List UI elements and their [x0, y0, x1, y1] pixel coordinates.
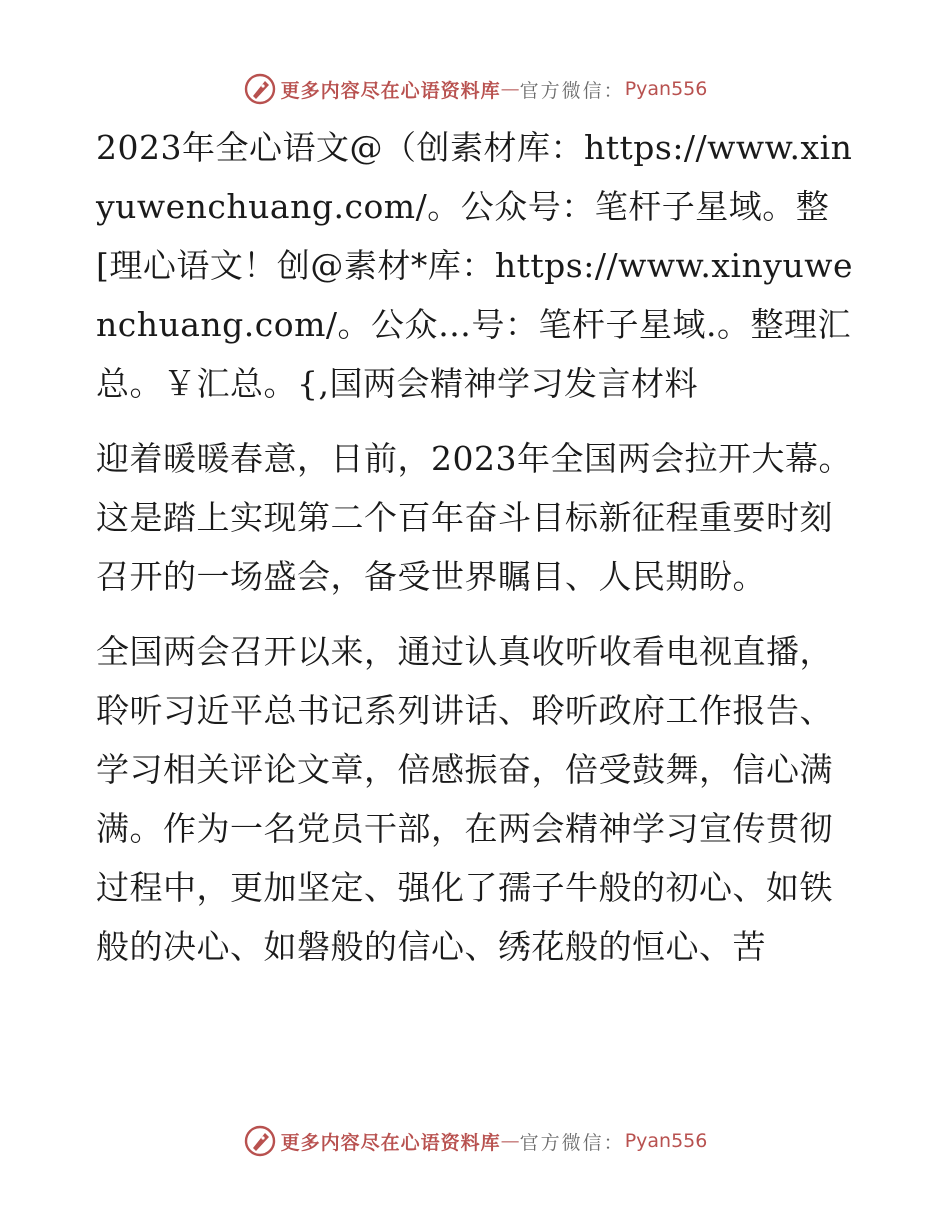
header-banner — [0, 72, 950, 106]
paragraph-1: 2023年全心语文@（创素材库：https://www.xinyuwenchuang.com/。公众号：笔杆子星域。整[理心语文！创@素材*库：https://www.xinyuwenchuang.com/。公众…号：笔杆子星域.。整理汇总。￥汇总。{,国两会精神学习发言材料 — [96, 128, 853, 403]
banner-account: Pyan556 — [624, 1130, 708, 1152]
banner-separator: — — [500, 78, 520, 100]
banner-wechat-label: 官方微信： — [519, 1131, 625, 1154]
paragraph-3: 全国两会召开以来，通过认真收听收看电视直播，聆听习近平总书记系列讲话、聆听政府工作报告、学习相关评论文章，倍感振奋，倍受鼓舞，信心满满。作为一名党员干部，在两会精神学习宣传贯彻过程中，更加坚定、强化了孺子牛般的初心、如铁般的决心、如磐般的信心、绣花般的恒心、苦 — [96, 632, 833, 966]
document-body — [96, 118, 856, 992]
banner-site-text: 更多内容尽在心语资料库 — [280, 1131, 501, 1154]
pen-nib-circle-icon — [243, 72, 277, 106]
footer-banner — [0, 1124, 950, 1158]
banner-separator: — — [500, 1130, 520, 1152]
banner-account: Pyan556 — [624, 78, 708, 100]
paragraph-2: 迎着暖暖春意，日前，2023年全国两会拉开大幕。这是踏上实现第二个百年奋斗目标新征程重要时刻召开的一场盛会，备受世界瞩目、人民期盼。 — [96, 439, 852, 596]
banner-site-text: 更多内容尽在心语资料库 — [280, 79, 501, 102]
pen-nib-circle-icon — [243, 1124, 277, 1158]
banner-wechat-label: 官方微信： — [519, 79, 625, 102]
